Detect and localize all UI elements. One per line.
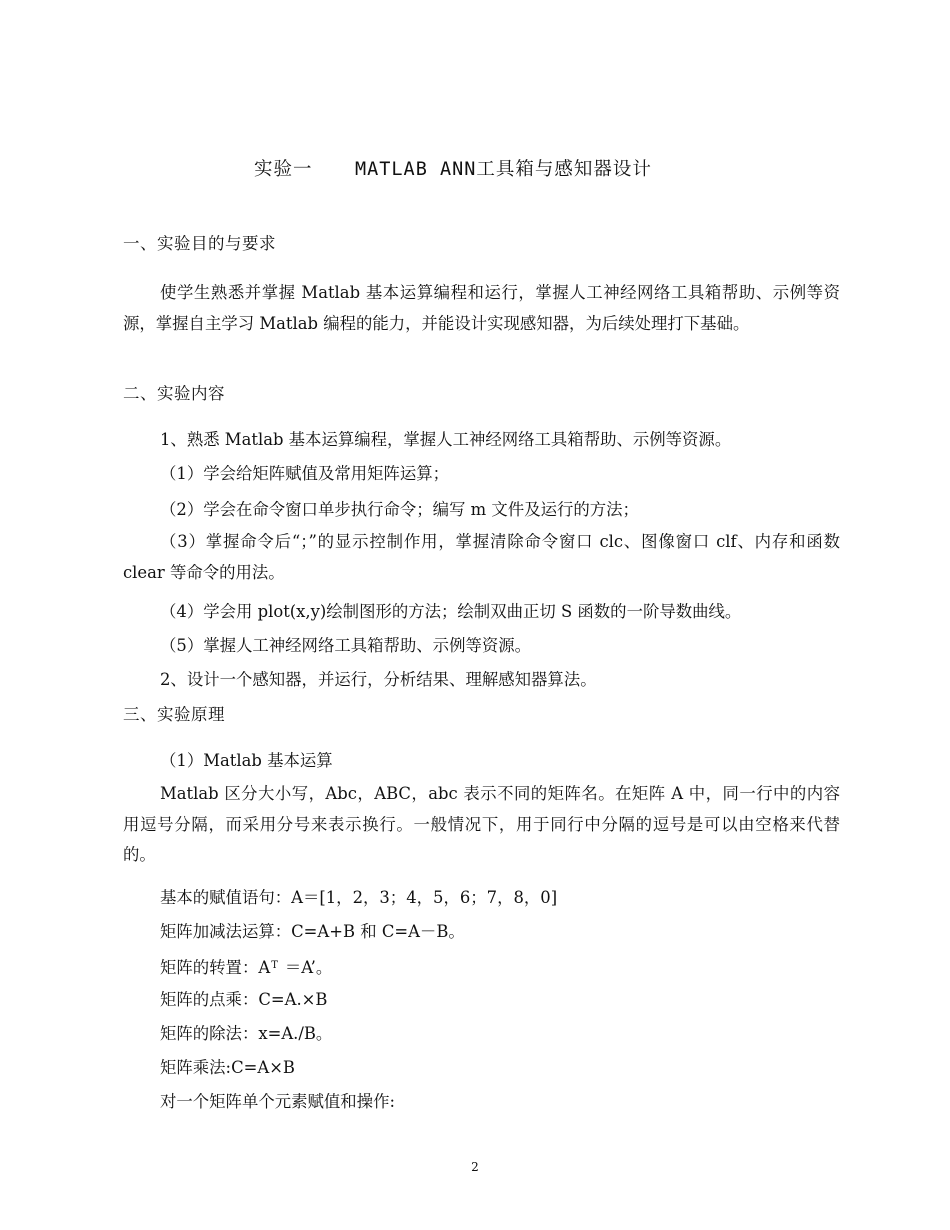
- content-item: （1）学会给矩阵赋值及常用矩阵运算；: [160, 464, 450, 483]
- page-title: [0, 157, 950, 183]
- page-number: 2: [471, 1160, 479, 1174]
- op-line: 矩阵乘法:C=A×B: [160, 1058, 295, 1077]
- op-line: 对一个矩阵单个元素赋值和操作:: [160, 1092, 395, 1111]
- content-item: （2）学会在命令窗口单步执行命令；编写 m 文件及运行的方法；: [160, 500, 639, 519]
- content-item-3: （3）掌握命令后“；”的显示控制作用，掌握清除命令窗口 clc、图像窗口 clf、内存和函数 clear 等命令的用法。: [123, 532, 840, 582]
- transpose-superscript: T: [271, 960, 278, 971]
- op-line: 基本的赋值语句：A＝[1，2，3；4，5，6；7，8，0]: [160, 888, 558, 907]
- content-item: 2、设计一个感知器，并运行，分析结果、理解感知器算法。: [160, 670, 597, 689]
- sub-heading: （1）Matlab 基本运算: [160, 751, 333, 770]
- section-heading-purpose: 一、实验目的与要求: [123, 234, 276, 253]
- purpose-paragraph: 使学生熟悉并掌握 Matlab 基本运算编程和运行，掌握人工神经网络工具箱帮助、示例等资源，掌握自主学习 Matlab 编程的能力，并能设计实现感知器，为后续处理打下基础。: [123, 283, 840, 333]
- op-line: 矩阵加减法运算：C=A+B 和 C=A－B。: [160, 922, 465, 941]
- transpose-label: 矩阵的转置：A: [160, 958, 271, 977]
- section-heading-content: 二、实验内容: [123, 384, 225, 403]
- title-prefix: 实验一: [254, 159, 313, 180]
- op-line: 矩阵的除法：x=A./B。: [160, 1024, 333, 1043]
- section-heading-principle: 三、实验原理: [123, 705, 225, 724]
- intro-paragraph: Matlab 区分大小写，Abc，ABC，abc 表示不同的矩阵名。在矩阵 A 中，同一行中的内容用逗号分隔，而采用分号来表示换行。一般情况下，用于同行中分隔的逗号是可以由空格来代替的。: [123, 784, 840, 864]
- transpose-line: [160, 951, 850, 983]
- content-item: （5）掌握人工神经网络工具箱帮助、示例等资源。: [160, 636, 532, 655]
- transpose-rest: ＝A’。: [284, 958, 333, 977]
- title-main: MATLAB ANN工具箱与感知器设计: [355, 159, 652, 180]
- op-line: 矩阵的点乘：C=A.×B: [160, 990, 328, 1009]
- content-item: 1、熟悉 Matlab 基本运算编程，掌握人工神经网络工具箱帮助、示例等资源。: [160, 430, 732, 449]
- content-item: （4）学会用 plot(x,y)绘制图形的方法；绘制双曲正切 S 函数的一阶导数曲线。: [160, 602, 742, 621]
